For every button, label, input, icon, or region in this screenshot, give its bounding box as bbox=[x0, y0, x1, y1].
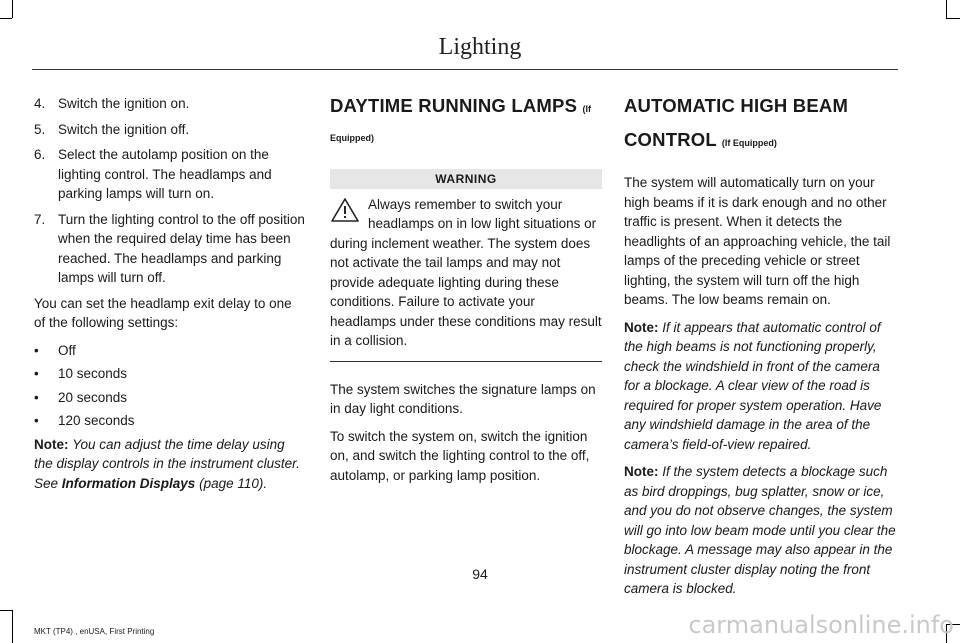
heading-qualifier-continued: Equipped) bbox=[330, 133, 374, 143]
list-item bbox=[34, 411, 306, 431]
crop-mark bbox=[12, 0, 13, 18]
intro-paragraph: You can set the headlamp exit delay to one of the following settings: bbox=[34, 295, 292, 330]
bullet: • bbox=[34, 366, 39, 381]
cross-reference-link[interactable]: Information Displays bbox=[61, 475, 196, 491]
note-text: If it appears that automatic control of the high beams is not functioning properly, check the windshield in front of the camera for a blockage. A clear view of the road is required for proper system operation. Have any windshield damage in the area of the camera’s field-of-view repaired. bbox=[624, 319, 882, 452]
heading-text: AUTOMATIC HIGH BEAM bbox=[624, 95, 849, 116]
note-label: Note: bbox=[624, 319, 659, 335]
warning-triangle-icon bbox=[330, 197, 360, 223]
note bbox=[624, 318, 896, 455]
step-text: Switch the ignition on. bbox=[58, 96, 190, 111]
page-number: 94 bbox=[472, 566, 488, 582]
crop-mark bbox=[946, 18, 960, 19]
paragraph: The system will automatically turn on your high beams if it is dark enough and no other traffic is present. When it detects the headlights of an approaching vehicle, the tail lamps of the preceding vehicle or street lighting, the system will turn off the high beams. The low beams remain on. bbox=[624, 175, 891, 307]
heading-text: DAYTIME RUNNING LAMPS bbox=[330, 95, 578, 116]
warning-text-first: Always remember to switch your headlamps on in low light situations or bbox=[368, 196, 597, 231]
note-label: Note: bbox=[624, 464, 659, 479]
header-divider bbox=[32, 69, 898, 70]
bullet: • bbox=[34, 413, 39, 428]
step-text: Select the autolamp position on the lighting control. The headlamps and parking lamps will turn on. bbox=[58, 147, 272, 201]
note-label: Note: bbox=[34, 436, 69, 452]
page-reference: (page 110). bbox=[199, 475, 268, 491]
note bbox=[34, 435, 306, 494]
page-title: Lighting bbox=[438, 34, 522, 60]
warning-text-rest: during inclement weather. The system does not activate the tail lamps and may not provide adequate lighting during these conditions. Failure to activate your headlamps under these conditions may result in a collision. bbox=[330, 235, 602, 348]
heading-qualifier: (If Equipped) bbox=[721, 138, 777, 148]
crop-mark bbox=[0, 610, 12, 611]
crop-mark bbox=[12, 610, 13, 643]
list-item bbox=[34, 145, 306, 204]
list-item bbox=[34, 388, 306, 408]
list-item bbox=[34, 210, 306, 288]
warning-body bbox=[330, 195, 602, 351]
note-text: If the system detects a blockage such as bird droppings, bug splatter, snow or ice, and you do not observe changes, the system will go into low beam mode until you clear the blockage. A message may also appear in the instrument cluster display noting the front camera is blocked. bbox=[624, 464, 896, 596]
setting-option: 10 seconds bbox=[58, 366, 128, 381]
step-text: Turn the lighting control to the off position when the required delay time has been reached. The headlamps and parking lamps will turn off. bbox=[58, 211, 305, 285]
setting-option: 20 seconds bbox=[58, 389, 128, 405]
warning-title: WARNING bbox=[330, 169, 602, 189]
heading-qualifier: (If bbox=[582, 104, 591, 114]
watermark: carmanualsonline.info bbox=[688, 611, 954, 639]
step-number: 5. bbox=[34, 121, 46, 137]
section-heading bbox=[330, 94, 602, 121]
footer-text: MKT (TP4) , enUSA, First Printing bbox=[34, 627, 155, 636]
column-right bbox=[624, 94, 896, 607]
setting-option: Off bbox=[58, 342, 76, 358]
setting-option: 120 seconds bbox=[58, 413, 135, 428]
bullet: • bbox=[34, 342, 39, 358]
list-item bbox=[34, 120, 306, 140]
list-item bbox=[34, 364, 306, 384]
bullet: • bbox=[34, 389, 39, 405]
crop-mark bbox=[946, 0, 947, 18]
crop-mark bbox=[0, 18, 12, 19]
column-middle bbox=[330, 94, 602, 493]
section-heading bbox=[624, 94, 896, 155]
paragraph: To switch the system on, switch the ignition on, and switch the lighting control to the off, autolamp, or parking lamp position. bbox=[330, 428, 590, 483]
step-number: 6. bbox=[34, 147, 46, 162]
column-left bbox=[34, 94, 306, 501]
step-number: 7. bbox=[34, 211, 46, 227]
list-item bbox=[34, 94, 306, 114]
heading-text: CONTROL bbox=[624, 129, 717, 150]
step-text: Switch the ignition off. bbox=[58, 121, 190, 137]
step-number: 4. bbox=[34, 96, 46, 111]
note-text: You can adjust the time delay using the display controls in the instrument cluster. See bbox=[34, 436, 300, 491]
list-item bbox=[34, 341, 306, 361]
paragraph: The system switches the signature lamps on in day light conditions. bbox=[330, 381, 596, 416]
heading-text-line2 bbox=[624, 128, 896, 155]
warning-divider bbox=[330, 361, 602, 362]
